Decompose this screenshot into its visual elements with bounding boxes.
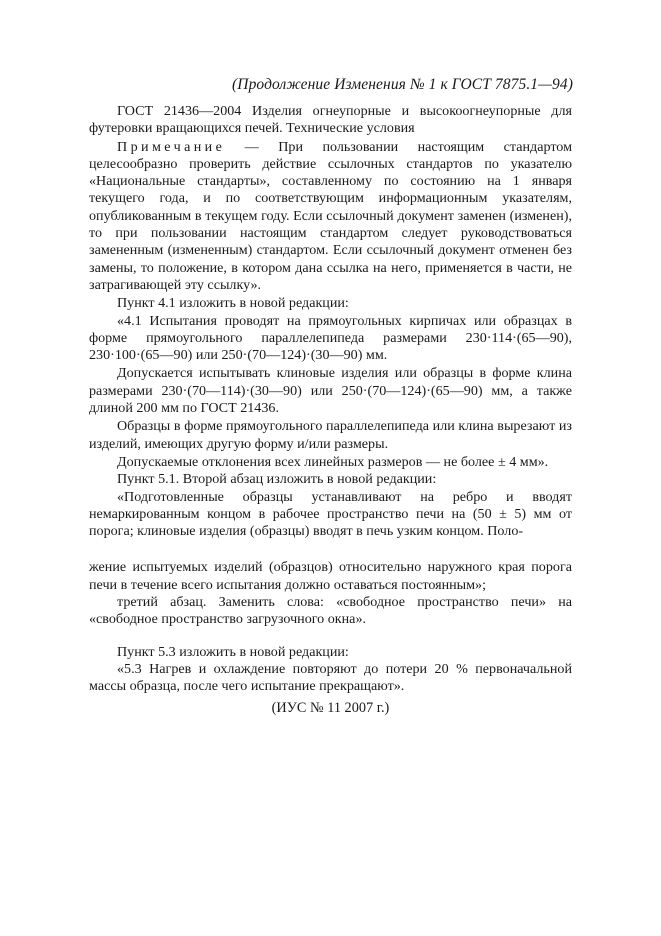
continuation-header: (Продолжение Изменения № 1 к ГОСТ 7875.1—94) (232, 76, 573, 93)
paragraph-tolerances: Допускаемые отклонения всех линейных размеров — не более ± 4 мм». (117, 453, 549, 470)
paragraph-clause-5-1-intro: Пункт 5.1. Второй абзац изложить в новой редакции: (117, 471, 437, 488)
paragraph-clause-4-1-intro: Пункт 4.1 изложить в новой редакции: (117, 295, 349, 312)
note-paragraph (89, 139, 572, 295)
source-reference: (ИУС № 11 2007 г.) (271, 700, 390, 716)
paragraph-clause-5-1: «Подготовленные образцы устанавливают на ребро и вводят немаркированным концом в рабочее пространство печи на (50 ± 5) мм от порога; клиновые изделия (образцы) вводят в печь узким концом. Поло- (89, 488, 572, 540)
paragraph-gost-21436: ГОСТ 21436—2004 Изделия огнеупорные и высокоогнеупорные для футеровки вращающихся печей. Технические условия (89, 103, 572, 137)
paragraph-clause-4-1: «4.1 Испытания проводят на прямоугольных кирпичах или образцах в форме прямоугольного параллелепипеда размерами 230·114·(65—90), 230·100·(65—90) или 250·(70—124)·(30—90) мм. (89, 312, 572, 364)
amendment-text (89, 103, 572, 696)
paragraph-clause-5-3-intro: Пункт 5.3 изложить в новой редакции: (117, 643, 349, 660)
paragraph-clause-5-1-continued: жение испытуемых изделий (образцов) относительно наружного края порога печи в течение всего испытания должно оставаться постоянным»; (89, 559, 572, 593)
paragraph-wedge-samples: Допускается испытывать клиновые изделия или образцы в форме клина размерами 230·(70—114)·(30—90) или 250·(70—124)·(65—90) мм, а также длиной 200 мм по ГОСТ 21436. (89, 365, 572, 417)
paragraph-clause-5-3: «5.3 Нагрев и охлаждение повторяют до потери 20 % первоначальной массы образца, после чего испытание прекращают». (89, 660, 572, 695)
paragraph-third-subparagraph: третий абзац. Заменить слова: «свободное пространство печи» на «свободное пространство загрузочного окна». (89, 594, 572, 628)
note-label: Примечание (117, 138, 226, 155)
note-text: — При пользовании настоящим стандартом целесообразно проверить действие ссылочных стандартов по указателю «Национальные стандарты», составленному по состоянию на 1 января текущего года, и по соответствующим информационным указателям, опубликованным в текущем году. Если ссылочный документ заменен (изменен), то при пользовании настоящим стандартом следует руководствоваться замененным (измененным) стандартом. Если ссылочный документ отменен без замены, то положение, в котором дана ссылка на него, применяется в части, не затрагивающей эту ссылку». (89, 138, 572, 293)
paragraph-cut-samples: Образцы в форме прямоугольного параллелепипеда или клина вырезают из изделий, имеющих другую форму и/или размеры. (89, 418, 572, 452)
